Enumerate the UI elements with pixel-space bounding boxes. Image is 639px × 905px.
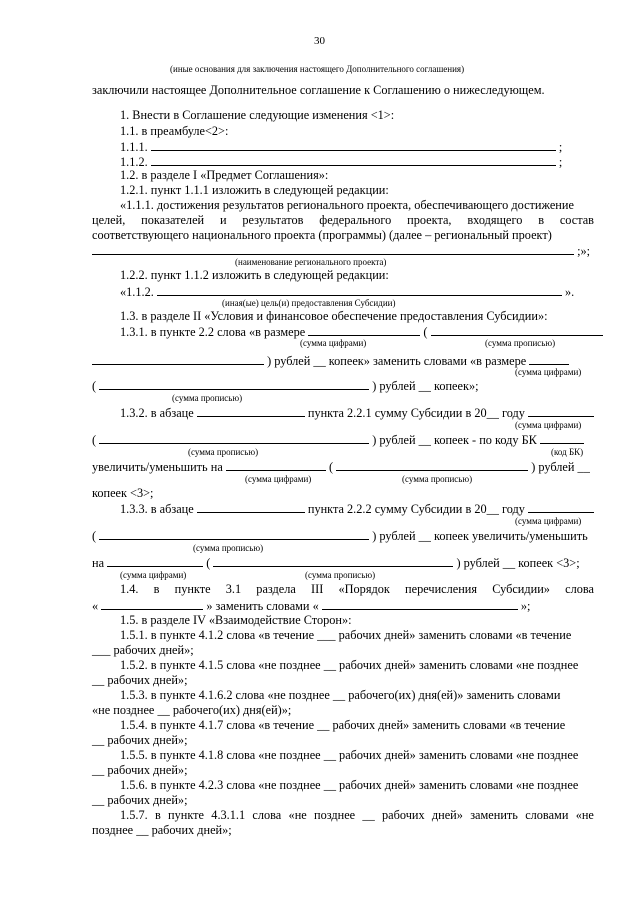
blank-field[interactable] bbox=[101, 598, 203, 610]
word: входящего bbox=[467, 213, 523, 227]
caption-kbk: (код БК) bbox=[551, 447, 584, 457]
text: ) рублей __ копеек увеличить/уменьшить bbox=[372, 529, 588, 543]
text: » заменить словами « bbox=[206, 599, 319, 613]
clause-1-1: 1.1. в преамбуле<2>: bbox=[120, 124, 229, 138]
word: результатов bbox=[242, 213, 304, 227]
text-line: копеек <3>; bbox=[92, 486, 154, 500]
clause-1-3: 1.3. в разделе II «Условия и финансовое обеспечение предоставления Субсидии»: bbox=[120, 309, 548, 323]
text-line bbox=[92, 378, 594, 394]
caption-words: (сумма прописью) bbox=[402, 474, 473, 484]
text: ) рублей __ копеек» заменить словами «в размере bbox=[267, 354, 527, 368]
clause-end: ». bbox=[564, 285, 575, 299]
justified-line bbox=[92, 213, 594, 228]
word: 4.3.1.1 bbox=[211, 808, 246, 822]
text: ( bbox=[423, 325, 428, 339]
word: в bbox=[154, 808, 161, 822]
text-line: позднее __ рабочих дней»; bbox=[92, 823, 232, 837]
word: целей, bbox=[92, 213, 126, 227]
word: и bbox=[219, 213, 227, 227]
word: III bbox=[311, 582, 324, 596]
text-line bbox=[92, 459, 594, 475]
word: «Порядок bbox=[338, 582, 390, 596]
clause-1-5-2: 1.5.2. в пункте 4.1.5 слова «не позднее __ рабочих дней» заменить словами «не позднее bbox=[120, 658, 579, 672]
caption-words: (сумма прописью) bbox=[305, 570, 376, 580]
clause-label: 1.1.2. bbox=[120, 155, 148, 169]
text: увеличить/уменьшить на bbox=[92, 460, 223, 474]
blank-field[interactable] bbox=[107, 555, 203, 567]
blank-field[interactable] bbox=[92, 353, 264, 365]
word: в bbox=[153, 582, 160, 596]
text: ( bbox=[92, 529, 97, 543]
blank-field[interactable] bbox=[529, 353, 569, 365]
word: в bbox=[538, 213, 544, 227]
word: «не bbox=[575, 808, 594, 822]
word: рабочих bbox=[382, 808, 425, 822]
blank-field[interactable] bbox=[226, 459, 326, 471]
clause-1-2-1: 1.2.1. пункт 1.1.1 изложить в следующей редакции: bbox=[120, 183, 389, 197]
caption-digits: (сумма цифрами) bbox=[515, 367, 582, 377]
blank-field[interactable] bbox=[99, 528, 369, 540]
clause-1-5-3: 1.5.3. в пункте 4.1.6.2 слова «не позднее __ рабочего(их) дня(ей)» заменить словами bbox=[120, 688, 561, 702]
text-line: __ рабочих дней»; bbox=[92, 763, 188, 777]
clause-end: ;»; bbox=[577, 244, 591, 258]
clause-1-5-6: 1.5.6. в пункте 4.2.3 слова «не позднее __ рабочих дней» заменить словами «не позднее bbox=[120, 778, 579, 792]
clause-1-1-1 bbox=[120, 139, 594, 155]
clause-end: ; bbox=[558, 155, 563, 169]
blank-field[interactable] bbox=[99, 432, 369, 444]
word: федерального bbox=[319, 213, 392, 227]
caption-goal: (иная(ые) цель(и) предоставления Субсидии) bbox=[222, 298, 396, 308]
word: 3.1 bbox=[225, 582, 242, 596]
caption-digits: (сумма цифрами) bbox=[120, 570, 187, 580]
page-number: 30 bbox=[314, 35, 325, 47]
text-line bbox=[92, 432, 594, 448]
word: раздела bbox=[256, 582, 296, 596]
clause-1-4 bbox=[120, 582, 594, 597]
blank-field[interactable] bbox=[213, 555, 453, 567]
word: слова bbox=[565, 582, 594, 596]
text: ( bbox=[92, 379, 97, 393]
blank-field[interactable] bbox=[151, 139, 556, 151]
new-text-1-1-1: «1.1.1. достижения результатов регионального проекта, обеспечивающего достижение bbox=[120, 198, 574, 212]
blank-field[interactable] bbox=[308, 324, 420, 336]
clause-1-5-7 bbox=[120, 808, 594, 823]
word: словами bbox=[525, 808, 569, 822]
text-line: __ рабочих дней»; bbox=[92, 733, 188, 747]
text: ) рублей __ копеек»; bbox=[372, 379, 479, 393]
clause-1-5-4: 1.5.4. в пункте 4.1.7 слова «в течение __ рабочих дней» заменить словами «в течение bbox=[120, 718, 566, 732]
intro-line: заключили настоящее Дополнительное соглашение к Соглашению о нижеследующем. bbox=[92, 83, 545, 97]
text-line: «не позднее __ рабочего(их) дня(ей)»; bbox=[92, 703, 292, 717]
text-line: соответствующего национального проекта (программы) (далее – региональный проект) bbox=[92, 228, 552, 242]
text: ( bbox=[92, 433, 97, 447]
clause-end: ; bbox=[558, 140, 563, 154]
text: « bbox=[92, 599, 99, 613]
word: __ bbox=[362, 808, 375, 822]
caption-digits: (сумма цифрами) bbox=[515, 420, 582, 430]
text: »; bbox=[520, 599, 531, 613]
blank-field[interactable] bbox=[322, 598, 518, 610]
blank-field[interactable] bbox=[528, 405, 594, 417]
caption-region: (наименование регионального проекта) bbox=[235, 257, 387, 267]
caption-digits: (сумма цифрами) bbox=[245, 474, 312, 484]
clause-1: 1. Внести в Соглашение следующие изменения <1>: bbox=[120, 108, 395, 122]
caption-words: (сумма прописью) bbox=[188, 447, 259, 457]
caption-digits: (сумма цифрами) bbox=[300, 338, 367, 348]
blank-field[interactable] bbox=[540, 432, 584, 444]
clause-label: 1.1.1. bbox=[120, 140, 148, 154]
text: на bbox=[92, 556, 105, 570]
text: ) рублей __ bbox=[531, 460, 590, 474]
clause-1-5-5: 1.5.5. в пункте 4.1.8 слова «не позднее __ рабочих дней» заменить словами «не позднее bbox=[120, 748, 579, 762]
text: ( bbox=[206, 556, 211, 570]
clause-1-5-1: 1.5.1. в пункте 4.1.2 слова «в течение ___ рабочих дней» заменить словами «в течение bbox=[120, 628, 572, 642]
clause-1-3-2 bbox=[120, 405, 594, 421]
word: позднее bbox=[314, 808, 356, 822]
text-line: __ рабочих дней»; bbox=[92, 793, 188, 807]
word: «не bbox=[288, 808, 307, 822]
text-line bbox=[92, 555, 594, 571]
word: перечисления bbox=[405, 582, 478, 596]
blank-field[interactable] bbox=[431, 324, 603, 336]
header-caption: (иные основания для заключения настоящего Дополнительного соглашения) bbox=[170, 64, 465, 74]
caption-words: (сумма прописью) bbox=[485, 338, 556, 348]
text: 1.3.2. в абзаце bbox=[120, 406, 194, 420]
text: 1.3.1. в пункте 2.2 слова «в размере bbox=[120, 325, 306, 339]
blank-field[interactable] bbox=[99, 378, 369, 390]
text: ) рублей __ копеек <3>; bbox=[456, 556, 580, 570]
text: 1.3.3. в абзаце bbox=[120, 502, 194, 516]
blank-field[interactable] bbox=[197, 405, 305, 417]
blank-field[interactable] bbox=[197, 501, 305, 513]
word: показателей bbox=[141, 213, 205, 227]
text: ( bbox=[328, 460, 334, 474]
text-line: ___ рабочих дней»; bbox=[92, 643, 194, 657]
word: проекта, bbox=[407, 213, 452, 227]
word: Субсидии» bbox=[492, 582, 550, 596]
caption-words: (сумма прописью) bbox=[172, 393, 243, 403]
word: пункте bbox=[168, 808, 205, 822]
word: дней» bbox=[431, 808, 463, 822]
clause-label: «1.1.2. bbox=[120, 285, 154, 299]
caption-digits: (сумма цифрами) bbox=[515, 516, 582, 526]
blank-field[interactable] bbox=[151, 154, 556, 166]
blank-field[interactable] bbox=[157, 284, 562, 296]
text: пункта 2.2.1 сумму Субсидии в 20__ году bbox=[307, 406, 525, 420]
word: заменить bbox=[470, 808, 518, 822]
word: 1.4. bbox=[120, 582, 139, 596]
caption-words: (сумма прописью) bbox=[193, 543, 264, 553]
text-line bbox=[92, 528, 594, 544]
text-line bbox=[92, 598, 594, 614]
word: 1.5.7. bbox=[120, 808, 148, 822]
word: слова bbox=[252, 808, 282, 822]
blank-field[interactable] bbox=[336, 459, 528, 471]
text-line: __ рабочих дней»; bbox=[92, 673, 188, 687]
blank-field[interactable] bbox=[92, 243, 574, 255]
text: ) рублей __ копеек - по коду БК bbox=[372, 433, 537, 447]
blank-field[interactable] bbox=[528, 501, 594, 513]
clause-1-2-2: 1.2.2. пункт 1.1.2 изложить в следующей редакции: bbox=[120, 268, 389, 282]
text: пункта 2.2.2 сумму Субсидии в 20__ году bbox=[307, 502, 525, 516]
word: состав bbox=[559, 213, 594, 227]
clause-1-3-3 bbox=[120, 501, 594, 517]
word: пункте bbox=[174, 582, 211, 596]
clause-1-5: 1.5. в разделе IV «Взаимодействие Сторон»: bbox=[120, 613, 352, 627]
clause-1-2: 1.2. в разделе I «Предмет Соглашения»: bbox=[120, 168, 329, 182]
